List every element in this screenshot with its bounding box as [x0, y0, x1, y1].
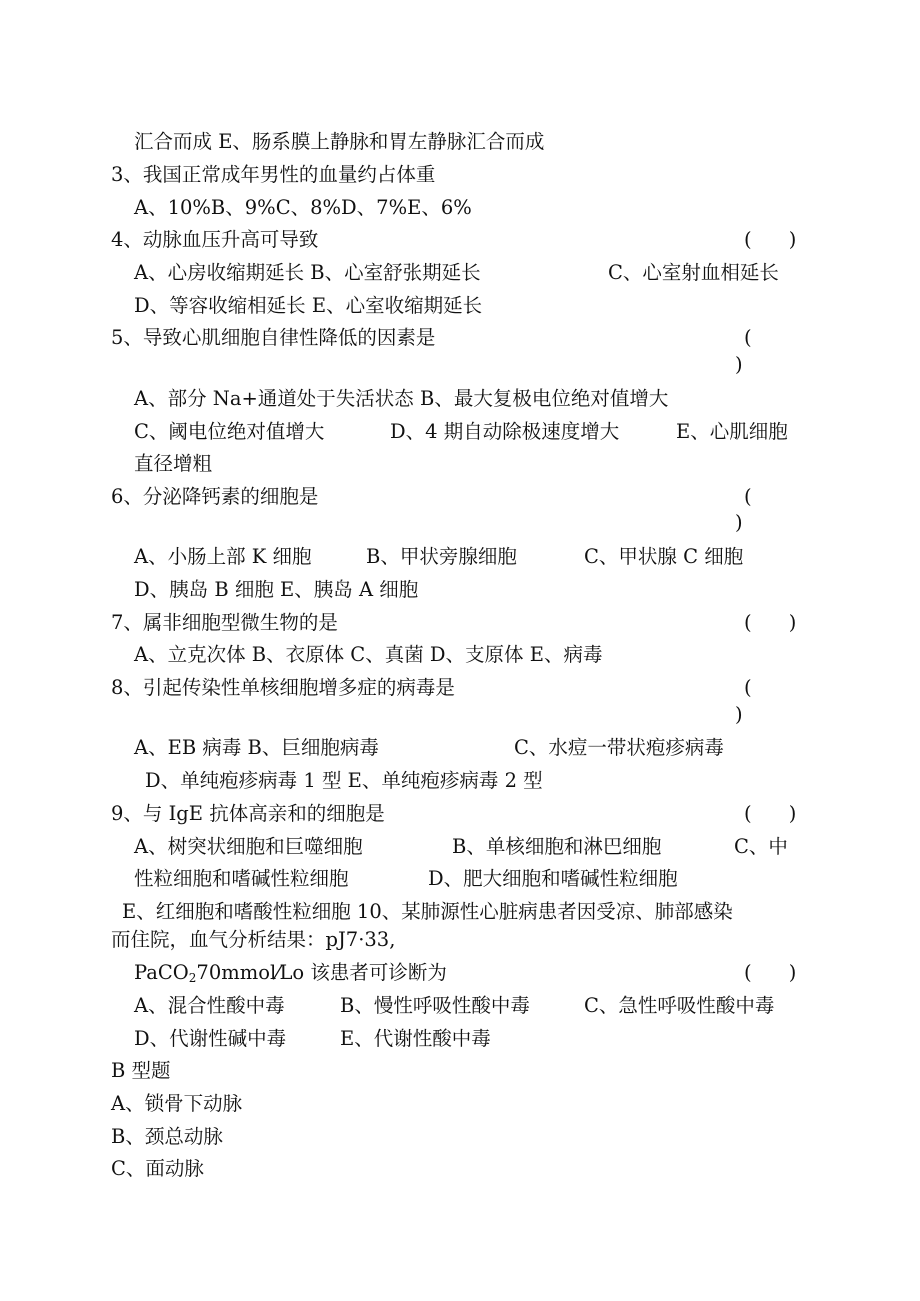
answer-blank-close: ) [735, 353, 743, 376]
answer-blank: ( ) [744, 228, 797, 251]
question-5: 5、导致心肌细胞自律性降低的因素是 [111, 326, 436, 349]
question-3: 3、我国正常成年男性的血量约占体重 [111, 163, 436, 186]
answer-blank-open: ( [744, 326, 752, 349]
question-5-option-c: C、阈电位绝对值增大 [134, 420, 325, 443]
subscript: 2 [188, 971, 197, 985]
question-8-options: A、EB 病毒 B、巨细胞病毒 [134, 736, 379, 759]
question-6: 6、分泌降钙素的细胞是 [111, 485, 319, 508]
question-10-option-c: C、急性呼吸性酸中毒 [584, 994, 775, 1017]
question-6-option-c: C、甲状腺 C 细胞 [584, 545, 744, 568]
question-9-option-d: D、肥大细胞和嗜碱性粒细胞 [428, 867, 678, 890]
question-9-option-a: A、树突状细胞和巨噬细胞 [134, 835, 363, 858]
question-9-option-b: B、单核细胞和淋巴细胞 [452, 835, 662, 858]
diagnosis-text: 70mmol⁄Lo 该患者可诊断为 [196, 961, 447, 984]
text-line: 而住院，血气分析结果：pJ7·33, [111, 928, 396, 951]
answer-blank: ( ) [744, 961, 797, 984]
question-7: 7、属非细胞型微生物的是 [111, 611, 338, 634]
answer-blank: ( ) [744, 611, 797, 634]
question-10-option-e: E、代谢性酸中毒 [340, 1027, 491, 1050]
paco2-text: PaCO [134, 961, 189, 984]
question-8-option-c: C、水痘一带状疱疹病毒 [514, 736, 724, 759]
answer-blank-close: ) [735, 703, 743, 726]
question-4-options: A、心房收缩期延长 B、心室舒张期延长 [134, 261, 481, 284]
question-6-options: D、胰岛 B 细胞 E、胰岛 A 细胞 [134, 578, 419, 601]
text-line: 汇合而成 E、肠系膜上静脉和胃左静脉汇合而成 [134, 130, 545, 153]
answer-blank-close: ) [735, 511, 743, 534]
question-10-option-a: A、混合性酸中毒 [134, 994, 285, 1017]
question-10-option-b: B、慢性呼吸性酸中毒 [340, 994, 530, 1017]
text-line: 性粒细胞和嗜碱性粒细胞 [134, 867, 349, 890]
question-4-option-c: C、心室射血相延长 [608, 261, 779, 284]
question-10-option-d: D、代谢性碱中毒 [134, 1027, 287, 1050]
answer-blank-open: ( [744, 485, 752, 508]
question-5-option-d: D、4 期自动除极速度增大 [390, 420, 620, 443]
question-4-options: D、等容收缩相延长 E、心室收缩期延长 [134, 294, 483, 317]
answer-blank: ( ) [744, 802, 797, 825]
question-8: 8、引起传染性单核细胞增多症的病毒是 [111, 676, 455, 699]
section-heading: B 型题 [111, 1059, 171, 1082]
text-line: 直径增粗 [134, 452, 213, 475]
list-item: B、颈总动脉 [111, 1125, 223, 1148]
question-4: 4、动脉血压升高可导致 [111, 228, 319, 251]
question-6-option-a: A、小肠上部 K 细胞 [134, 545, 312, 568]
list-item: A、锁骨下动脉 [111, 1092, 243, 1115]
question-8-options: D、单纯疱疹病毒 1 型 E、单纯疱疹病毒 2 型 [145, 769, 543, 792]
answer-blank-open: ( [744, 676, 752, 699]
question-5-option-e: E、心肌细胞 [676, 420, 788, 443]
question-9: 9、与 IgE 抗体高亲和的细胞是 [111, 802, 385, 825]
list-item: C、面动脉 [111, 1157, 204, 1180]
text-line: E、红细胞和嗜酸性粒细胞 10、某肺源性心脏病患者因受凉、肺部感染 [122, 900, 733, 923]
question-7-options: A、立克次体 B、衣原体 C、真菌 D、支原体 E、病毒 [134, 643, 603, 666]
question-9-option-c: C、中 [734, 835, 788, 858]
question-5-options: A、部分 Na+通道处于失活状态 B、最大复极电位绝对值增大 [134, 387, 669, 410]
question-6-option-b: B、甲状旁腺细胞 [366, 545, 517, 568]
question-3-options: A、10%B、9%C、8%D、7%E、6% [134, 196, 472, 219]
question-10-stem [134, 960, 447, 986]
